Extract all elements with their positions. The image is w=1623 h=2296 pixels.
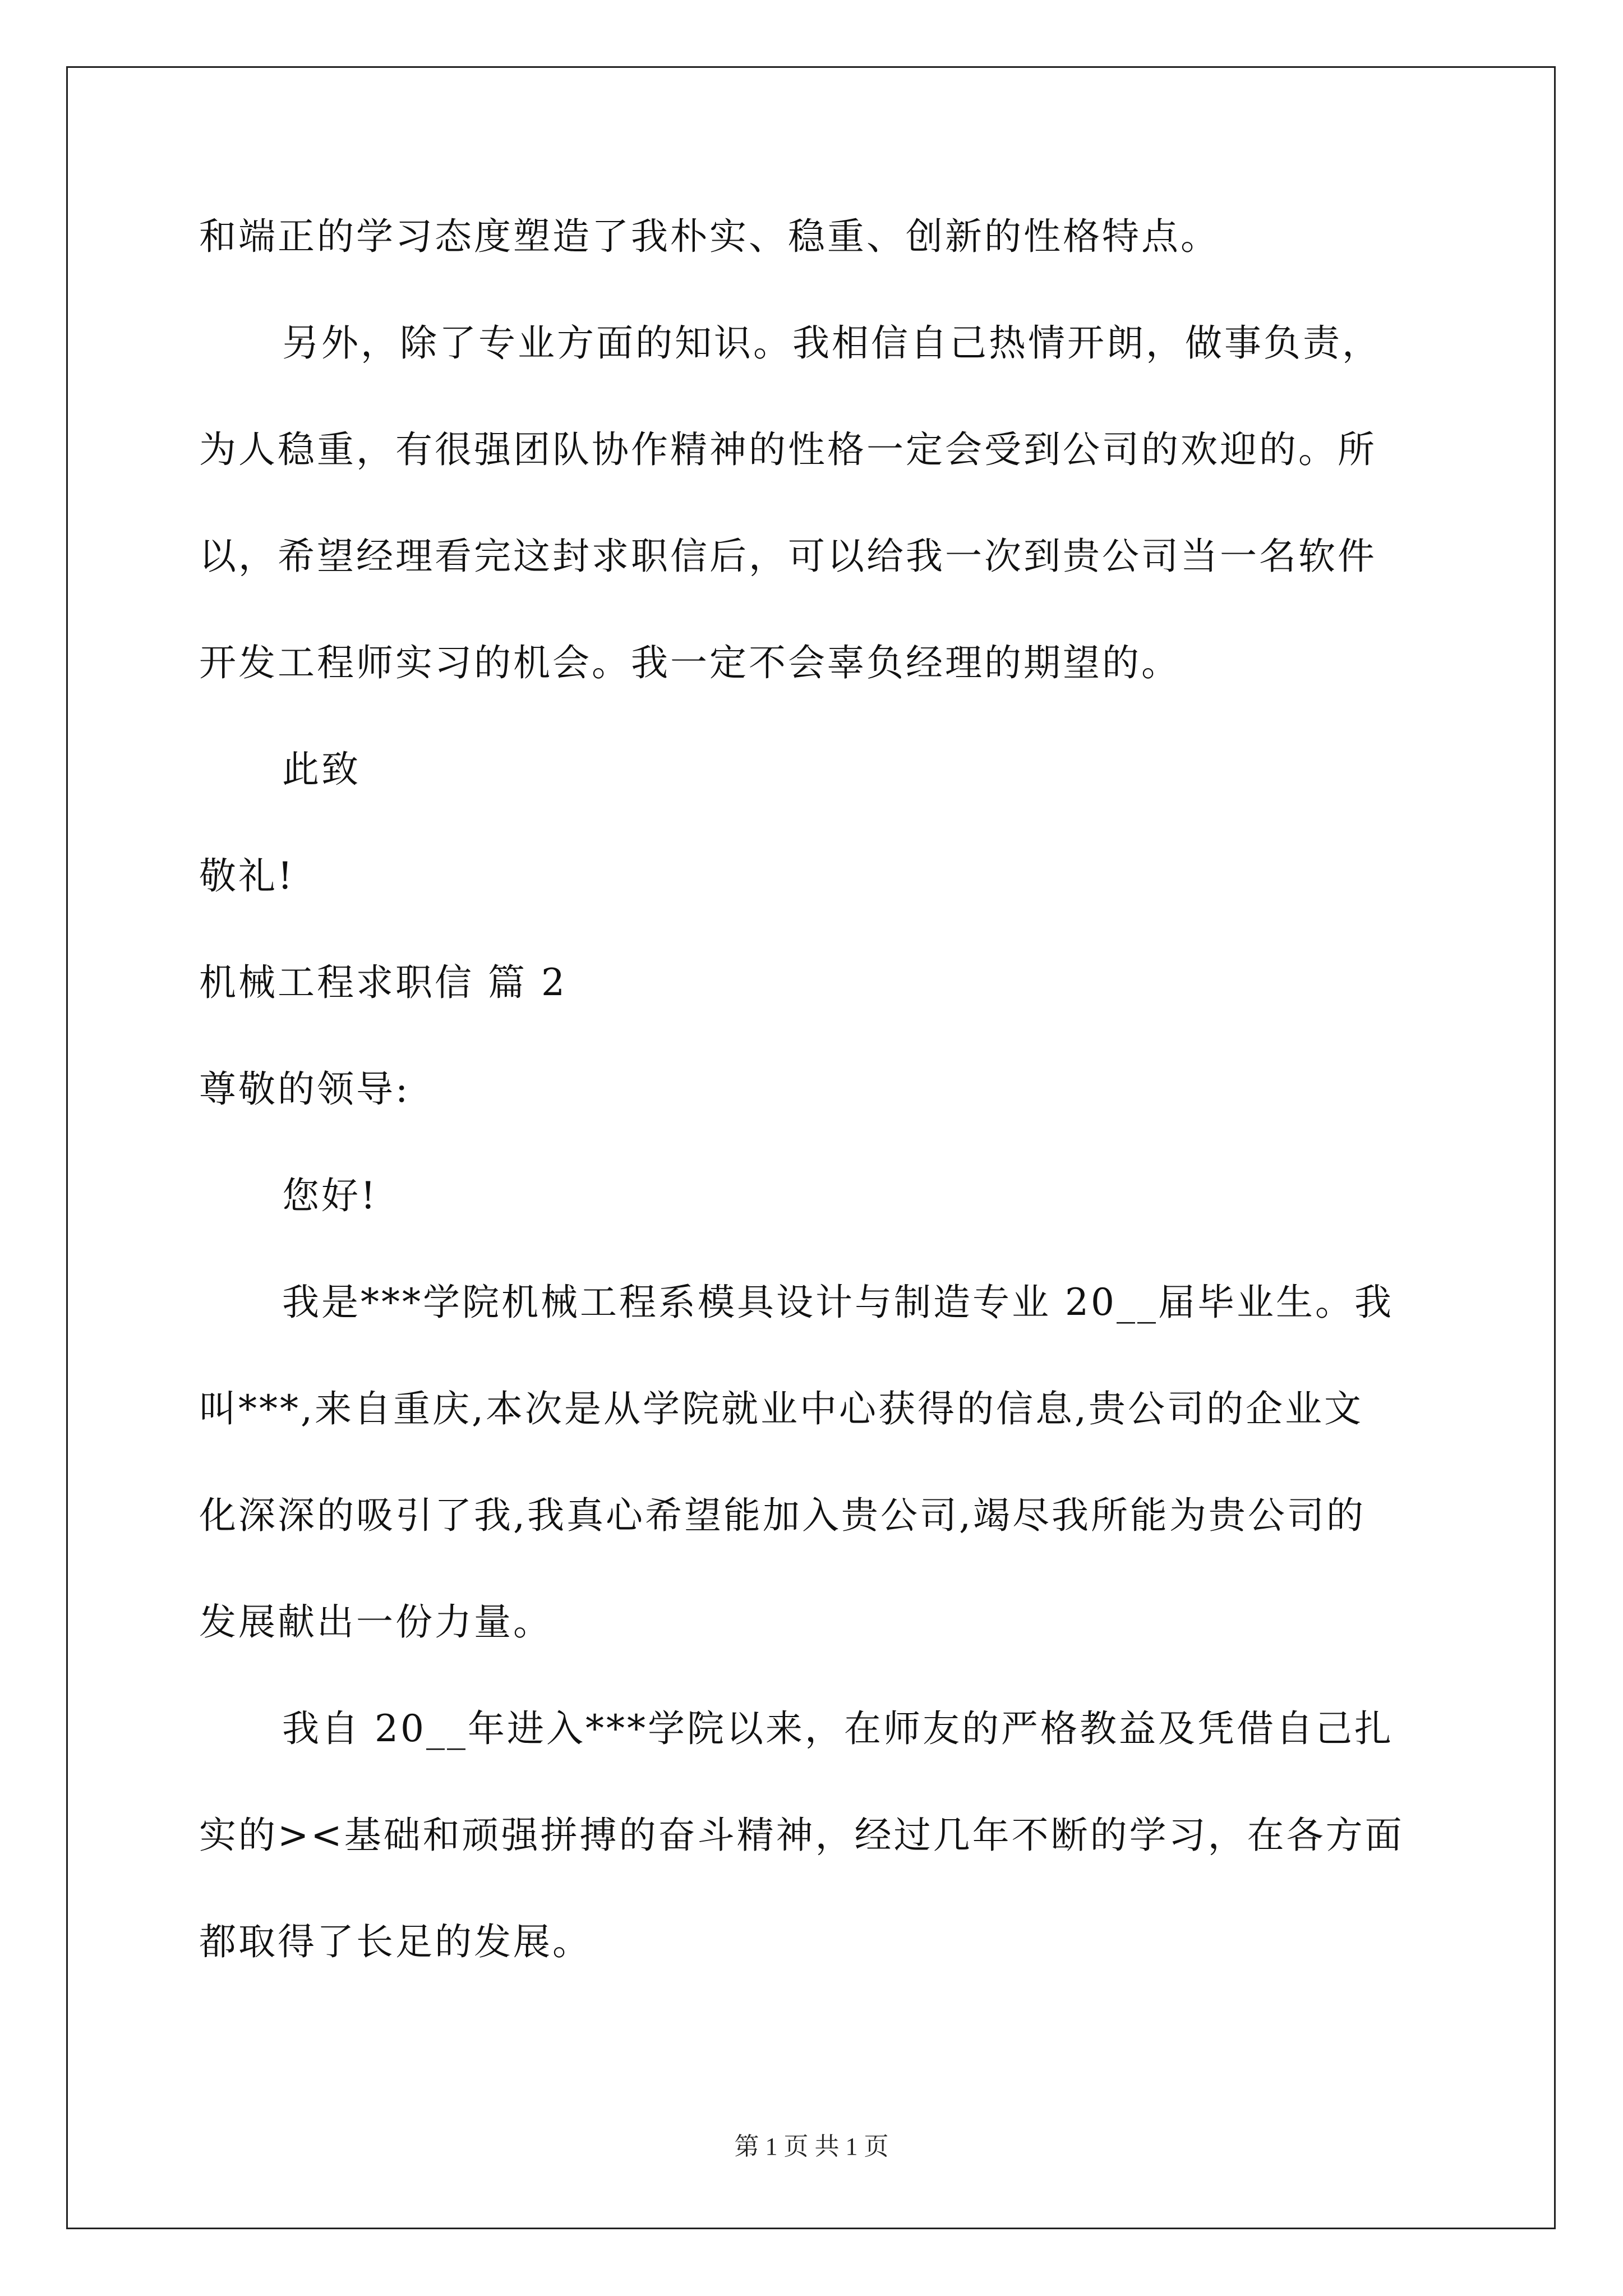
paragraph-line: 实的><基础和顽强拼搏的奋斗精神，经过几年不断的学习，在各方面: [199, 1814, 1404, 1857]
paragraph-line: 化深深的吸引了我,我真心希望能加入贵公司,竭尽我所能为贵公司的: [199, 1494, 1366, 1537]
paragraph-line: 叫***,来自重庆,本次是从学院就业中心获得的信息,贵公司的企业文: [199, 1387, 1363, 1430]
closing-salutation: 此致: [282, 748, 361, 791]
page-number: 第 1 页 共 1 页: [734, 2133, 889, 2160]
paragraph-line: 发展献出一份力量。: [199, 1600, 552, 1644]
paragraph-line: 以，希望经理看完这封求职信后，可以给我一次到贵公司当一名软件: [199, 535, 1377, 578]
section-title: 机械工程求职信 篇 2: [199, 961, 567, 1004]
paragraph-line: 我是***学院机械工程系模具设计与制造专业 20__届毕业生。我: [282, 1281, 1394, 1324]
greeting-recipient: 尊敬的领导:: [199, 1068, 411, 1111]
paragraph-line: 都取得了长足的发展。: [199, 1920, 592, 1963]
closing-regards: 敬礼!: [199, 854, 295, 898]
paragraph-line: 另外，除了专业方面的知识。我相信自己热情开朗，做事负责，: [282, 321, 1381, 365]
page-border: [66, 66, 1556, 2229]
paragraph-line: 开发工程师实习的机会。我一定不会辜负经理的期望的。: [199, 641, 1181, 684]
paragraph-line: 为人稳重，有很强团队协作精神的性格一定会受到公司的欢迎的。所: [199, 428, 1377, 471]
paragraph-line: 和端正的学习态度塑造了我朴实、稳重、创新的性格特点。: [199, 215, 1220, 258]
greeting: 您好!: [282, 1174, 378, 1217]
paragraph-line: 我自 20__年进入***学院以来，在师友的严格教益及凭借自己扎: [282, 1707, 1394, 1750]
